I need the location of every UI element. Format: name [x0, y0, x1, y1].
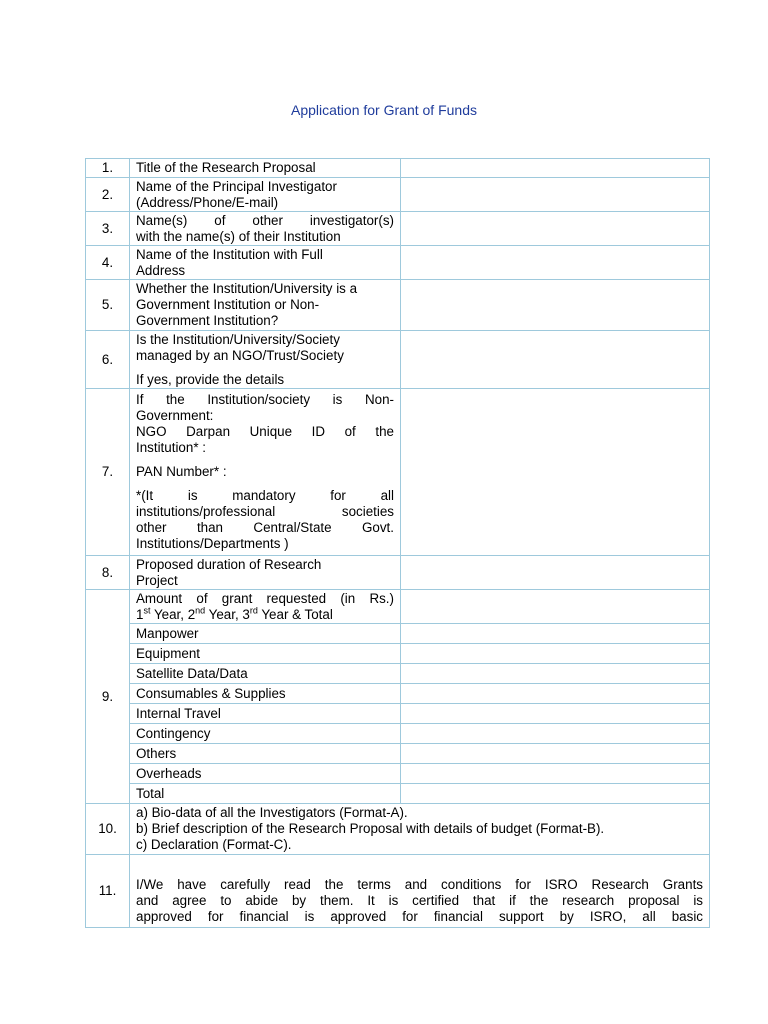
label-line: Name of the Institution with Full [136, 246, 323, 262]
answer-cell-others[interactable] [401, 744, 710, 764]
label-line: (Address/Phone/E-mail) [136, 194, 279, 210]
application-form-table [85, 158, 710, 928]
table-row [86, 280, 710, 331]
page-title: Application for Grant of Funds [291, 102, 477, 118]
budget-item-label: Overheads [130, 764, 401, 784]
row-number: 8. [86, 556, 130, 590]
row-number: 6. [86, 331, 130, 389]
table-row [86, 246, 710, 280]
attachment-item: b) Brief description of the Research Proposal with details of budget (Format-B). [136, 821, 605, 836]
table-row [86, 178, 710, 212]
budget-item-label: Consumables & Supplies [130, 684, 401, 704]
row-number: 2. [86, 178, 130, 212]
row-number: 4. [86, 246, 130, 280]
row-label [130, 280, 401, 331]
table-row [86, 556, 710, 590]
row-label [130, 212, 401, 246]
answer-cell-equipment[interactable] [401, 644, 710, 664]
label-line: other than Central/State Govt. [136, 520, 394, 535]
answer-cell-title[interactable] [401, 159, 710, 178]
label-line: Amount of grant requested (in Rs.) [136, 590, 394, 606]
answer-cell-contingency[interactable] [401, 724, 710, 744]
declaration-line: I/We have carefully read the terms and conditions for ISRO Research Grants [136, 877, 703, 892]
budget-item-label: Others [130, 744, 401, 764]
table-row [86, 744, 710, 764]
budget-item-label: Satellite Data/Data [130, 664, 401, 684]
label-line: If the Institution/society is Non- [136, 392, 394, 407]
answer-cell-ngo-details[interactable] [401, 331, 710, 389]
table-row [86, 784, 710, 804]
table-row [86, 855, 710, 928]
label-line: Is the Institution/University/Society [136, 331, 340, 347]
row-number: 3. [86, 212, 130, 246]
label-line: managed by an NGO/Trust/Society [136, 347, 344, 363]
answer-cell-internal-travel[interactable] [401, 704, 710, 724]
answer-cell-pi[interactable] [401, 178, 710, 212]
answer-cell-consumables[interactable] [401, 684, 710, 704]
row-label [130, 389, 401, 556]
label-line: Government Institution? [136, 313, 279, 328]
budget-item-label: Contingency [130, 724, 401, 744]
answer-cell-institution[interactable] [401, 246, 710, 280]
label-line: Name of the Principal Investigator [136, 178, 337, 194]
label-line: Project [136, 572, 178, 588]
answer-cell-other-investigators[interactable] [401, 212, 710, 246]
label-line: Name(s) of other investigator(s) [136, 212, 394, 228]
row-number: 9. [86, 590, 130, 804]
label-line: with the name(s) of their Institution [136, 228, 341, 244]
label-line: Proposed duration of Research [136, 556, 322, 572]
answer-cell-grant-amount[interactable] [401, 590, 710, 624]
table-row [86, 704, 710, 724]
label-line: institutions/professional societies [136, 504, 394, 519]
table-row [86, 724, 710, 744]
answer-cell-duration[interactable] [401, 556, 710, 590]
table-row [86, 590, 710, 624]
answer-cell-satellite-data[interactable] [401, 664, 710, 684]
table-row [86, 331, 710, 389]
table-row [86, 664, 710, 684]
declaration-text [130, 855, 710, 928]
budget-item-label: Equipment [130, 644, 401, 664]
label-line: NGO Darpan Unique ID of the [136, 424, 394, 439]
row-label [130, 590, 401, 624]
attachment-item: c) Declaration (Format-C). [136, 837, 292, 852]
attachment-item: a) Bio-data of all the Investigators (Format-A). [136, 805, 408, 820]
answer-cell-total[interactable] [401, 784, 710, 804]
table-row [86, 764, 710, 784]
row-number: 11. [86, 855, 130, 928]
label-line: 1st Year, 2nd Year, 3rd Year & Total [136, 605, 333, 622]
table-row [86, 212, 710, 246]
declaration-line: and agree to abide by them. It is certified that if the research proposal is [136, 893, 703, 908]
answer-cell-ngo-darpan-pan[interactable] [401, 389, 710, 556]
table-row [86, 389, 710, 556]
declaration-line: approved for financial is approved for financial support by ISRO, all basic [136, 909, 703, 924]
attachments-list [130, 804, 710, 855]
table-row [86, 644, 710, 664]
answer-cell-manpower[interactable] [401, 624, 710, 644]
label-line: *(It is mandatory for all [136, 488, 394, 503]
budget-item-label: Manpower [130, 624, 401, 644]
row-label [130, 246, 401, 280]
label-line: If yes, provide the details [136, 371, 285, 387]
budget-item-label: Internal Travel [130, 704, 401, 724]
label-line: PAN Number* : [136, 464, 227, 479]
table-row [86, 159, 710, 178]
row-number: 10. [86, 804, 130, 855]
label-line: Address [136, 262, 186, 278]
answer-cell-govt-status[interactable] [401, 280, 710, 331]
table-row [86, 684, 710, 704]
table-row [86, 804, 710, 855]
label-line: Government Institution or Non- [136, 297, 320, 312]
answer-cell-overheads[interactable] [401, 764, 710, 784]
row-label [130, 178, 401, 212]
row-number: 7. [86, 389, 130, 556]
row-label: Title of the Research Proposal [130, 159, 401, 178]
label-line: Whether the Institution/University is a [136, 281, 358, 296]
row-label [130, 331, 401, 389]
row-number: 1. [86, 159, 130, 178]
table-row [86, 624, 710, 644]
label-line: Government: [136, 408, 214, 423]
label-line: Institutions/Departments ) [136, 536, 289, 551]
row-label [130, 556, 401, 590]
budget-item-label: Total [130, 784, 401, 804]
label-line: Institution* : [136, 440, 206, 455]
row-number: 5. [86, 280, 130, 331]
